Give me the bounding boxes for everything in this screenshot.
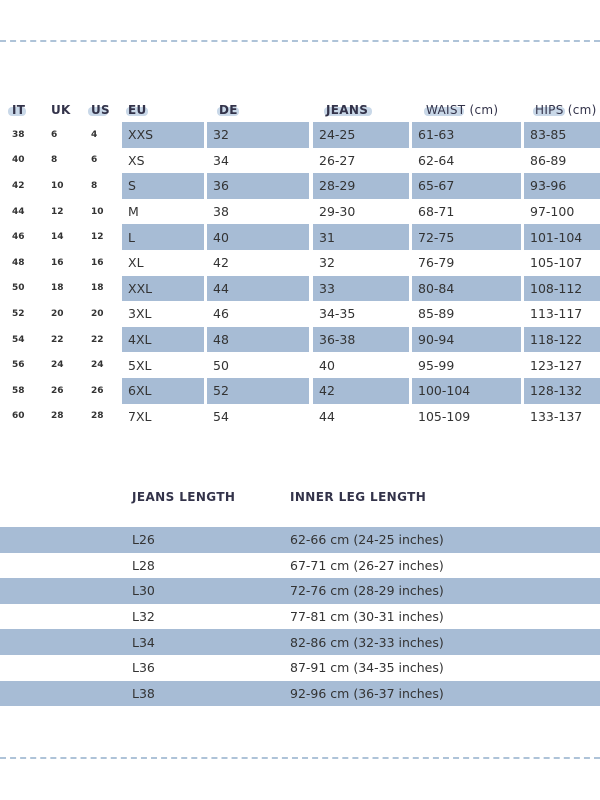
- cell-inner-leg-length: 62-66 cm (24-25 inches): [290, 532, 444, 548]
- table-row: [0, 276, 600, 302]
- header-eu: EU: [128, 103, 147, 117]
- cell-inner-leg-length: 77-81 cm (30-31 inches): [290, 609, 444, 625]
- size-table-header: [0, 98, 600, 122]
- header-inner-leg-length: INNER LEG LENGTH: [290, 490, 427, 504]
- cell-waist: 61-63: [412, 122, 521, 148]
- table-row: [0, 199, 600, 225]
- cell-us: 10: [91, 206, 104, 217]
- cell-jeans: 31: [313, 224, 409, 250]
- cell-jeans: 36-38: [313, 327, 409, 353]
- cell-waist: 85-89: [418, 306, 455, 322]
- cell-us: 20: [91, 308, 104, 319]
- cell-uk: 26: [51, 385, 64, 396]
- cell-jeans: 29-30: [319, 204, 356, 220]
- cell-waist: 100-104: [412, 378, 521, 404]
- cell-eu: 6XL: [122, 378, 204, 404]
- cell-jeans: 40: [319, 357, 335, 373]
- cell-de: 54: [213, 408, 229, 424]
- table-row: [0, 224, 600, 250]
- table-row: [0, 327, 600, 353]
- header-de: DE: [219, 103, 238, 117]
- cell-uk: 6: [51, 129, 58, 140]
- header-hips: HIPS (cm): [535, 103, 597, 117]
- table-row: [0, 301, 600, 327]
- cell-jeans: 28-29: [313, 173, 409, 199]
- cell-hips: 113-117: [530, 306, 583, 322]
- cell-eu: XXS: [122, 122, 204, 148]
- cell-inner-leg-length: 82-86 cm (32-33 inches): [290, 634, 444, 650]
- cell-it: 54: [12, 334, 25, 345]
- cell-uk: 28: [51, 411, 64, 422]
- cell-de: 32: [207, 122, 309, 148]
- cell-it: 48: [12, 257, 25, 268]
- cell-waist: 105-109: [418, 408, 471, 424]
- cell-waist: 68-71: [418, 204, 455, 220]
- cell-it: 46: [12, 232, 25, 243]
- cell-us: 28: [91, 411, 104, 422]
- table-row: [0, 655, 600, 681]
- cell-eu: XS: [128, 152, 145, 168]
- cell-waist: 72-75: [412, 224, 521, 250]
- cell-it: 38: [12, 129, 25, 140]
- header-jeans-length: JEANS LENGTH: [132, 490, 236, 504]
- table-row: [0, 553, 600, 579]
- cell-hips: 123-127: [530, 357, 583, 373]
- cell-eu: 5XL: [128, 357, 152, 373]
- cell-us: 22: [91, 334, 104, 345]
- table-row: [0, 148, 600, 174]
- cell-jeans: 32: [319, 255, 335, 271]
- top-divider: [0, 40, 600, 42]
- table-row: [0, 352, 600, 378]
- cell-inner-leg-length: 92-96 cm (36-37 inches): [290, 685, 444, 701]
- cell-us: 8: [91, 180, 98, 191]
- cell-jeans-length: L30: [132, 583, 155, 599]
- cell-uk: 14: [51, 232, 64, 243]
- cell-jeans-length: L38: [132, 685, 155, 701]
- cell-eu: XXL: [122, 276, 204, 302]
- cell-uk: 22: [51, 334, 64, 345]
- cell-eu: S: [122, 173, 204, 199]
- cell-de: 44: [207, 276, 309, 302]
- cell-hips: 118-122: [524, 327, 600, 353]
- cell-eu: 7XL: [128, 408, 152, 424]
- cell-waist: 90-94: [412, 327, 521, 353]
- cell-de: 34: [213, 152, 229, 168]
- cell-jeans-length: L32: [132, 609, 155, 625]
- table-row: [0, 604, 600, 630]
- cell-hips: 93-96: [524, 173, 600, 199]
- cell-it: 44: [12, 206, 25, 217]
- cell-de: 50: [213, 357, 229, 373]
- table-row: [0, 173, 600, 199]
- cell-de: 36: [207, 173, 309, 199]
- cell-it: 56: [12, 360, 25, 371]
- cell-de: 38: [213, 204, 229, 220]
- cell-it: 60: [12, 411, 25, 422]
- length-table-header: [0, 490, 600, 508]
- bottom-divider: [0, 757, 600, 759]
- header-waist: WAIST (cm): [426, 103, 499, 117]
- cell-us: 4: [91, 129, 98, 140]
- table-row: [0, 378, 600, 404]
- cell-us: 12: [91, 232, 104, 243]
- cell-jeans: 24-25: [313, 122, 409, 148]
- header-us: US: [80, 98, 120, 122]
- cell-it: 40: [12, 155, 25, 166]
- cell-uk: 16: [51, 257, 64, 268]
- cell-uk: 8: [51, 155, 58, 166]
- cell-us: 24: [91, 360, 104, 371]
- cell-it: 50: [12, 283, 25, 294]
- cell-uk: 10: [51, 180, 64, 191]
- cell-uk: 20: [51, 308, 64, 319]
- cell-eu: 3XL: [128, 306, 152, 322]
- cell-waist: 62-64: [418, 152, 455, 168]
- cell-it: 58: [12, 385, 25, 396]
- table-row: [0, 578, 600, 604]
- cell-eu: M: [128, 204, 139, 220]
- cell-inner-leg-length: 72-76 cm (28-29 inches): [290, 583, 444, 599]
- cell-hips: 128-132: [524, 378, 600, 404]
- cell-us: 26: [91, 385, 104, 396]
- cell-it: 52: [12, 308, 25, 319]
- cell-us: 6: [91, 155, 98, 166]
- table-row: [0, 629, 600, 655]
- cell-inner-leg-length: 67-71 cm (26-27 inches): [290, 557, 444, 573]
- cell-inner-leg-length: 87-91 cm (34-35 inches): [290, 660, 444, 676]
- cell-uk: 24: [51, 360, 64, 371]
- cell-jeans: 33: [313, 276, 409, 302]
- cell-jeans: 44: [319, 408, 335, 424]
- table-row: [0, 527, 600, 553]
- cell-waist: 65-67: [412, 173, 521, 199]
- cell-hips: 101-104: [524, 224, 600, 250]
- cell-hips: 86-89: [530, 152, 567, 168]
- table-row: [0, 250, 600, 276]
- header-jeans: JEANS: [313, 98, 409, 122]
- cell-eu: 4XL: [122, 327, 204, 353]
- size-conversion-table: [0, 98, 600, 429]
- cell-hips: 105-107: [530, 255, 583, 271]
- cell-hips: 133-137: [530, 408, 583, 424]
- cell-uk: 18: [51, 283, 64, 294]
- cell-waist: 95-99: [418, 357, 455, 373]
- cell-us: 16: [91, 257, 104, 268]
- cell-uk: 12: [51, 206, 64, 217]
- cell-eu: L: [122, 224, 204, 250]
- cell-de: 48: [207, 327, 309, 353]
- length-conversion-table: [0, 527, 600, 706]
- cell-hips: 97-100: [530, 204, 575, 220]
- cell-hips: 83-85: [524, 122, 600, 148]
- table-row: [0, 122, 600, 148]
- cell-eu: XL: [128, 255, 144, 271]
- cell-waist: 76-79: [418, 255, 455, 271]
- cell-jeans: 26-27: [319, 152, 356, 168]
- header-uk: UK: [51, 103, 71, 117]
- cell-jeans-length: L34: [132, 634, 155, 650]
- cell-jeans: 34-35: [319, 306, 356, 322]
- cell-waist: 80-84: [412, 276, 521, 302]
- cell-us: 18: [91, 283, 104, 294]
- cell-de: 40: [207, 224, 309, 250]
- cell-it: 42: [12, 180, 25, 191]
- header-it: IT: [0, 98, 40, 122]
- cell-de: 42: [213, 255, 229, 271]
- cell-de: 52: [207, 378, 309, 404]
- cell-de: 46: [213, 306, 229, 322]
- cell-jeans: 42: [313, 378, 409, 404]
- cell-hips: 108-112: [524, 276, 600, 302]
- table-row: [0, 404, 600, 430]
- table-row: [0, 681, 600, 707]
- cell-jeans-length: L28: [132, 557, 155, 573]
- cell-jeans-length: L36: [132, 660, 155, 676]
- cell-jeans-length: L26: [132, 532, 155, 548]
